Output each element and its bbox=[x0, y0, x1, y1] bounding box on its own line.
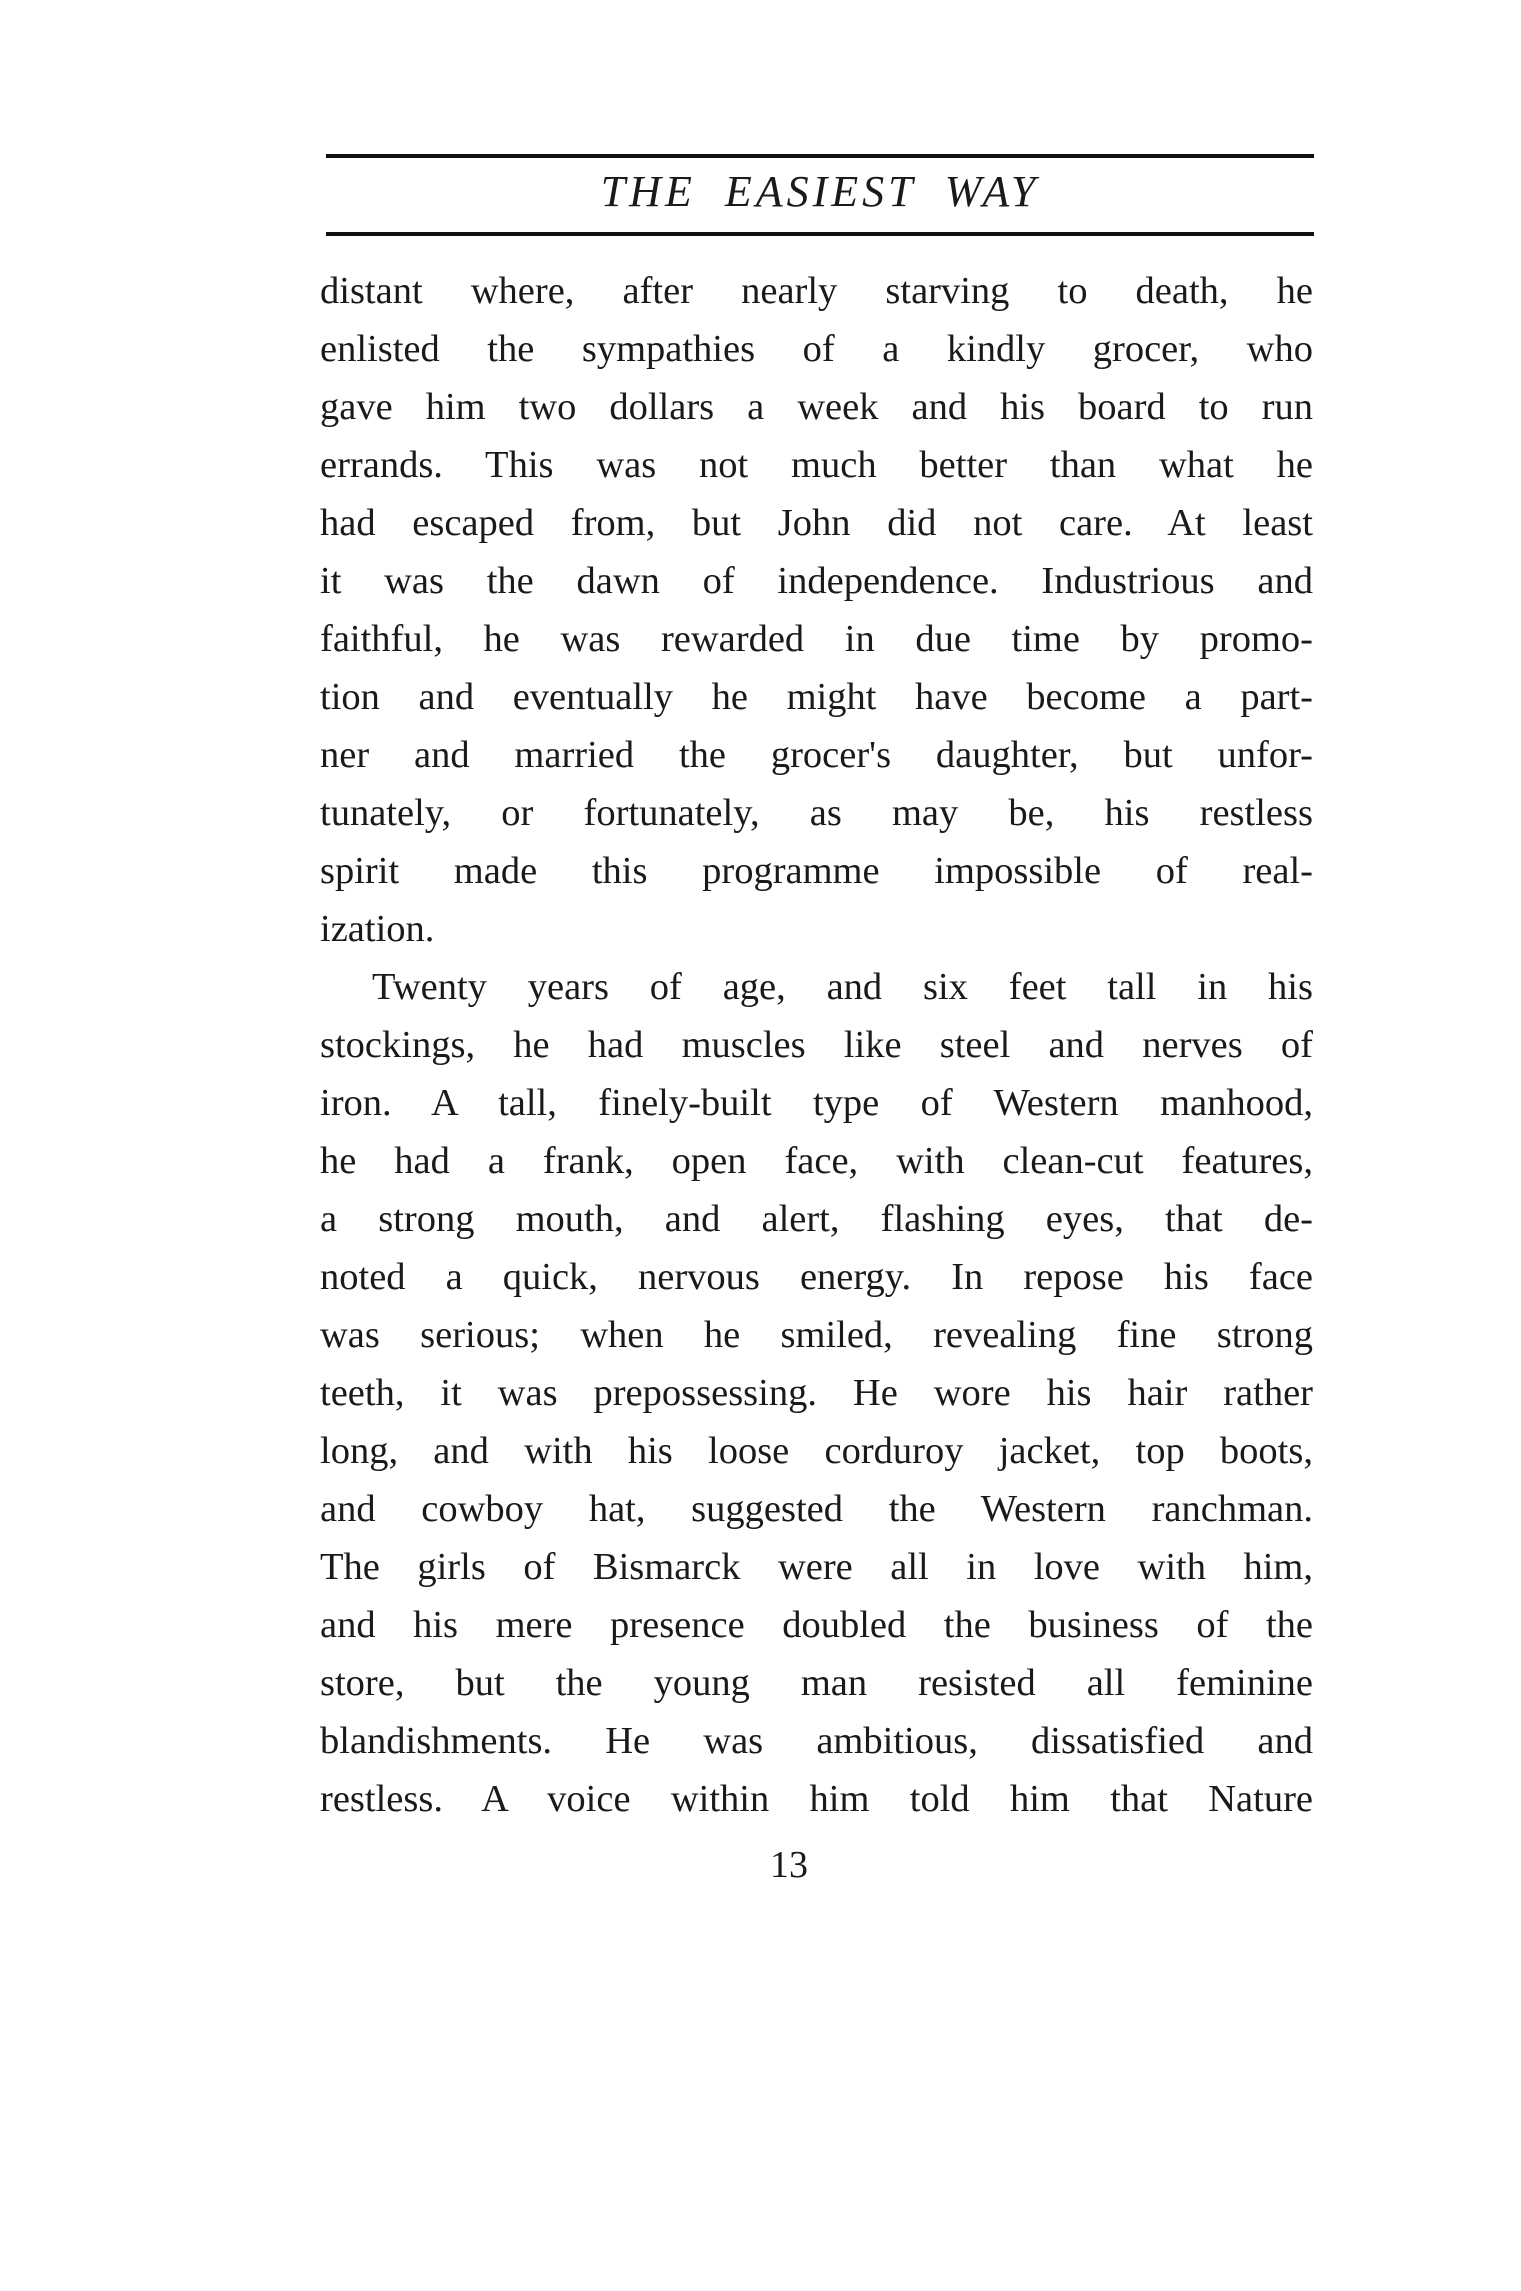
text-line: restless. A voice within him told him that Nature bbox=[320, 1778, 1313, 1820]
text-line: ner and married the grocer's daughter, but unfor- bbox=[320, 734, 1313, 776]
text-line: a strong mouth, and alert, flashing eyes, that de- bbox=[320, 1198, 1313, 1240]
text-line: and his mere presence doubled the business of the bbox=[320, 1604, 1313, 1646]
running-head: THE EASIEST WAY bbox=[600, 167, 1040, 216]
text-line: enlisted the sympathies of a kindly grocer, who bbox=[320, 328, 1313, 370]
text-line: blandishments. He was ambitious, dissatisfied and bbox=[320, 1720, 1313, 1762]
header-rule-bottom bbox=[326, 232, 1314, 236]
paragraph bbox=[320, 262, 1313, 958]
text-line: Twenty years of age, and six feet tall in his bbox=[372, 966, 1313, 1008]
text-line: tunately, or fortunately, as may be, his restless bbox=[320, 792, 1313, 834]
text-line: errands. This was not much better than what he bbox=[320, 444, 1313, 486]
text-line: long, and with his loose corduroy jacket, top boots, bbox=[320, 1430, 1313, 1472]
text-line: ization. bbox=[320, 908, 435, 950]
text-line: tion and eventually he might have become a part- bbox=[320, 676, 1313, 718]
text-line: spirit made this programme impossible of real- bbox=[320, 850, 1313, 892]
text-line: it was the dawn of independence. Industrious and bbox=[320, 560, 1313, 602]
text-line: and cowboy hat, suggested the Western ranchman. bbox=[320, 1488, 1313, 1530]
text-line: stockings, he had muscles like steel and nerves of bbox=[320, 1024, 1313, 1066]
header-rule-top bbox=[326, 154, 1314, 158]
text-line: gave him two dollars a week and his board to run bbox=[320, 386, 1313, 428]
text-line: he had a frank, open face, with clean-cut features, bbox=[320, 1140, 1313, 1182]
text-line: store, but the young man resisted all feminine bbox=[320, 1662, 1313, 1704]
paragraph bbox=[320, 958, 1313, 1828]
body-text bbox=[320, 262, 1313, 1828]
text-line: was serious; when he smiled, revealing fine strong bbox=[320, 1314, 1313, 1356]
text-line: distant where, after nearly starving to death, he bbox=[320, 270, 1313, 312]
text-line: faithful, he was rewarded in due time by promo- bbox=[320, 618, 1313, 660]
text-line: noted a quick, nervous energy. In repose his face bbox=[320, 1256, 1313, 1298]
text-line: iron. A tall, finely-built type of Western manhood, bbox=[320, 1082, 1313, 1124]
text-line: The girls of Bismarck were all in love with him, bbox=[320, 1546, 1313, 1588]
page-number: 13 bbox=[770, 1844, 808, 1886]
text-line: teeth, it was prepossessing. He wore his hair rather bbox=[320, 1372, 1313, 1414]
text-line: had escaped from, but John did not care. At least bbox=[320, 502, 1313, 544]
